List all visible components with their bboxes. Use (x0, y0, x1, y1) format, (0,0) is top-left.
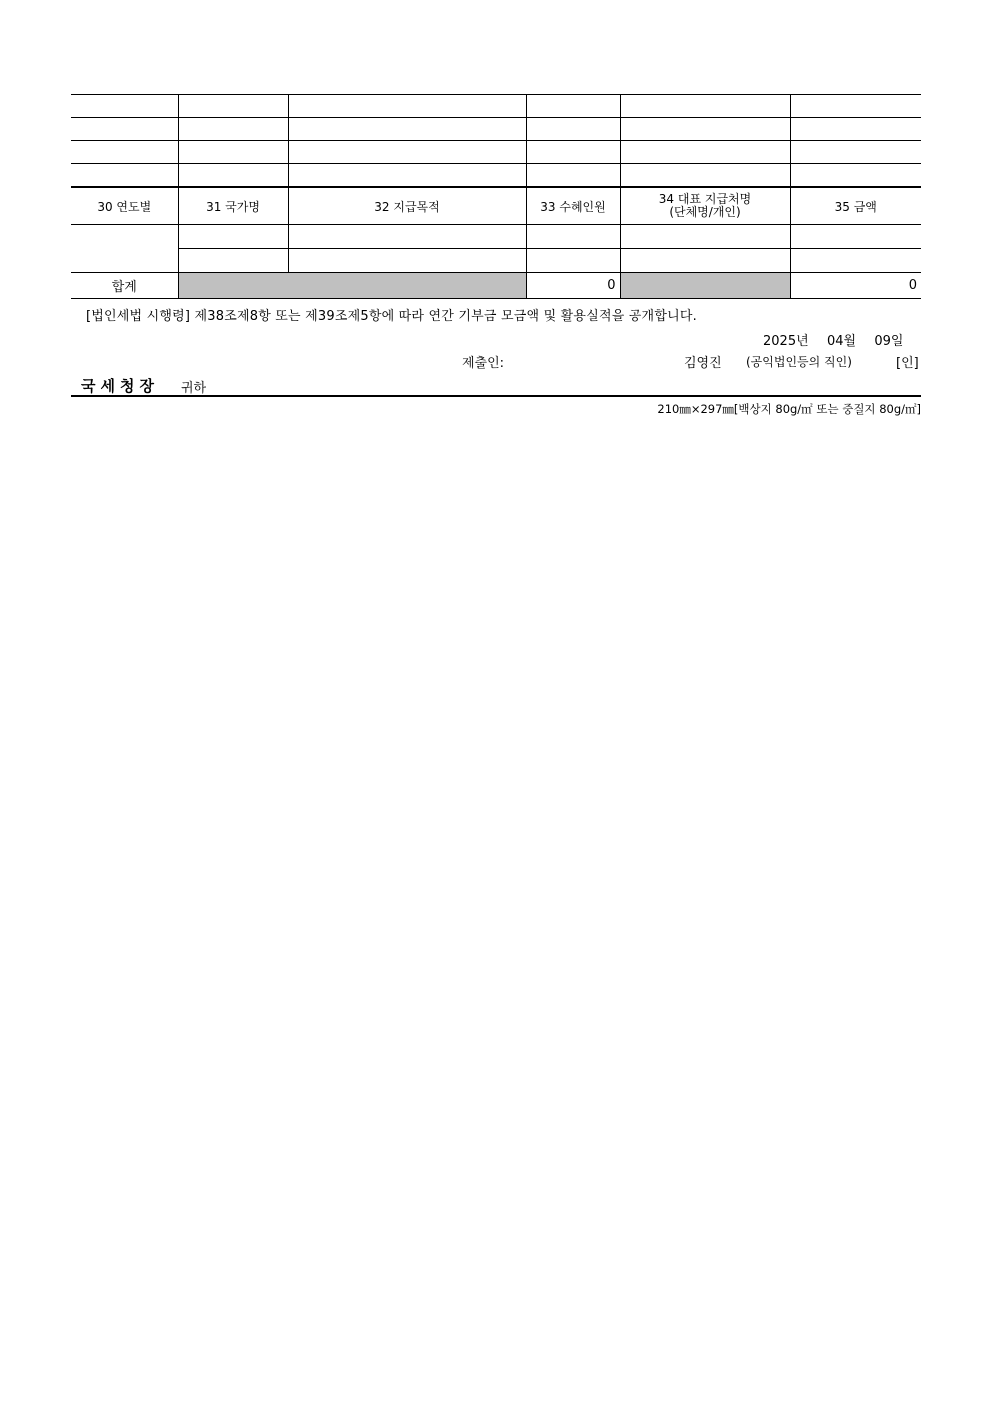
addressee-org: 국세청장 (81, 377, 159, 395)
total-label: 합계 (71, 273, 178, 299)
table-row (71, 118, 921, 141)
table-row (71, 164, 921, 188)
donation-usage-table (71, 94, 921, 299)
header-amount: 35 금액 (790, 187, 921, 225)
header-purpose: 32 지급목적 (288, 187, 526, 225)
shaded-cell (178, 273, 526, 299)
submitter-label: 제출인: (462, 356, 505, 371)
addressee-honorific: 귀하 (181, 381, 207, 396)
date-year: 2025년 (763, 334, 809, 349)
header-payee-line2: (단체명/개인) (669, 205, 741, 219)
table-row (71, 225, 921, 249)
table-row (71, 95, 921, 118)
header-recipients: 33 수혜인원 (526, 187, 620, 225)
header-payee (620, 187, 790, 225)
date-day: 09일 (874, 334, 904, 349)
table-row (71, 141, 921, 164)
seal-mark: [인] (896, 356, 919, 371)
total-row (71, 273, 921, 299)
submitter-name: 김영진 (684, 356, 722, 371)
table-cell (71, 225, 178, 273)
header-country: 31 국가명 (178, 187, 288, 225)
paper-spec: 210㎜×297㎜[백상지 80g/㎡ 또는 중질지 80g/㎡] (657, 402, 921, 416)
shaded-cell (620, 273, 790, 299)
header-payee-line1: 34 대표 지급처명 (658, 192, 752, 206)
total-recipients: 0 (526, 273, 620, 299)
header-year: 30 연도별 (71, 187, 178, 225)
table-row (71, 249, 921, 273)
table-header-row (71, 187, 921, 225)
legal-notice: [법인세법 시행령] 제38조제8항 또는 제39조제5항에 따라 연간 기부금 모금액 및 활용실적을 공개합니다. (86, 309, 697, 324)
addressee (71, 375, 921, 397)
total-amount: 0 (790, 273, 921, 299)
submitter-role: (공익법인등의 직인) (746, 355, 852, 369)
submission-date (763, 330, 903, 349)
date-month: 04월 (826, 334, 857, 349)
